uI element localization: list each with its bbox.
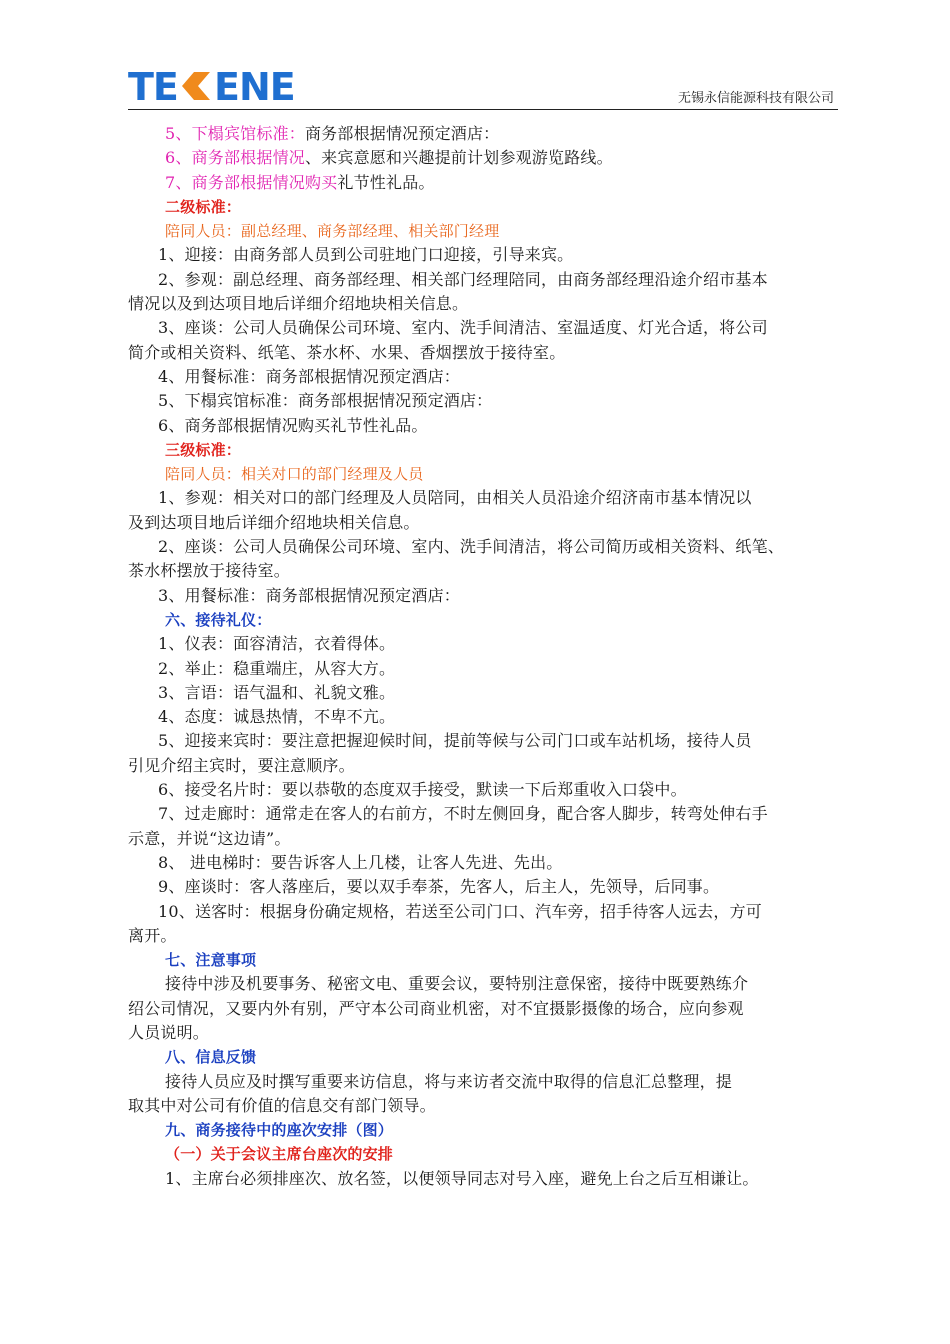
text-span: 接待中涉及机要事务、秘密文电、重要会议，要特别注意保密，接待中既要熟练介 — [165, 974, 749, 994]
text-span: 4、用餐标准：商务部根据情况预定酒店： — [158, 366, 460, 386]
svg-text:ENE: ENE — [214, 66, 295, 106]
text-line — [128, 948, 838, 972]
text-line — [128, 972, 838, 996]
text-line — [128, 268, 838, 292]
text-line — [128, 146, 838, 170]
text-line — [128, 219, 838, 243]
text-span: 5、下榻宾馆标准： — [165, 124, 305, 143]
text-line — [128, 657, 838, 681]
text-span: 1、仪表：面容清洁，衣着得体。 — [158, 634, 396, 654]
section-heading: 六、接待礼仪： — [165, 610, 272, 629]
text-line — [128, 389, 838, 413]
text-line — [128, 486, 838, 510]
text-line — [128, 414, 838, 438]
page-header — [128, 62, 838, 110]
text-span: 2、举止：稳重端庄，从容大方。 — [158, 658, 396, 678]
text-span: 陪同人员：副总经理、商务部经理、相关部门经理 — [165, 222, 500, 241]
text-span: 6、商务部根据情况购买礼节性礼品。 — [158, 415, 428, 435]
text-span: 7、过走廊时：通常走在客人的右前方，不时左侧回身，配合客人脚步，转弯处伸右手 — [158, 804, 768, 824]
section-heading: 八、信息反馈 — [165, 1048, 257, 1067]
text-line — [128, 1094, 838, 1118]
company-name: 无锡永信能源科技有限公司 — [677, 91, 834, 106]
text-span: 6、商务部根据情况 — [165, 148, 305, 168]
text-span: 绍公司情况，又要内外有别，严守本公司商业机密，对不宜摄影摄像的场合，应向参观 — [128, 998, 744, 1018]
text-line — [128, 608, 838, 632]
text-span: 9、座谈时：客人落座后，要以双手奉茶，先客人，后主人，先领导，后同事。 — [158, 877, 720, 897]
text-line — [128, 535, 838, 559]
text-line — [128, 438, 838, 462]
text-line — [128, 827, 838, 851]
text-line — [128, 511, 838, 535]
text-line — [128, 681, 838, 705]
text-line — [128, 778, 838, 802]
text-line — [128, 851, 838, 875]
text-span: 取其中对公司有价值的信息交有部门领导。 — [128, 1095, 436, 1115]
header-rule — [128, 109, 838, 110]
text-line — [128, 1045, 838, 1069]
text-line — [128, 195, 838, 219]
text-span: 5、迎接来宾时：要注意把握迎候时间，提前等候与公司门口或车站机场，接待人员 — [158, 731, 752, 751]
text-span: 10、送客时：根据身份确定规格，若送至公司门口、汽车旁，招手待客人远去，方可 — [158, 901, 762, 921]
text-line — [128, 341, 838, 365]
text-span: 2、座谈：公司人员确保公司环境、室内、洗手间清洁，将公司简历或相关资料、纸笔、 — [158, 537, 784, 557]
text-span: 1、迎接：由商务部人员到公司驻地门口迎接，引导来宾。 — [158, 245, 574, 265]
text-line — [128, 292, 838, 316]
text-line — [128, 171, 838, 195]
section-heading: 二级标准： — [165, 197, 242, 216]
text-line — [128, 316, 838, 340]
text-line — [128, 875, 838, 899]
section-heading: 三级标准： — [165, 440, 242, 459]
text-span: 人员说明。 — [128, 1022, 210, 1042]
text-line — [128, 802, 838, 826]
text-line — [128, 924, 838, 948]
text-line — [128, 1070, 838, 1094]
text-line — [128, 632, 838, 656]
document-body — [128, 122, 838, 1191]
svg-text:TE: TE — [128, 66, 178, 106]
text-line — [128, 754, 838, 778]
text-line — [128, 462, 838, 486]
text-span: 7、商务部根据情况购买 — [165, 172, 338, 192]
section-heading: 九、商务接待中的座次安排（图） — [165, 1121, 394, 1140]
text-span: 情况以及到达项目地后详细介绍地块相关信息。 — [128, 294, 469, 314]
text-span: 及到达项目地后详细介绍地块相关信息。 — [128, 512, 420, 532]
text-line — [128, 705, 838, 729]
text-line — [128, 243, 838, 267]
text-line — [128, 584, 838, 608]
text-span: 4、态度：诚恳热情，不卑不亢。 — [158, 707, 396, 727]
section-heading: 七、注意事项 — [165, 951, 257, 970]
text-span: 8、 进电梯时：要告诉客人上几楼，让客人先进、先出。 — [158, 852, 563, 872]
text-line — [128, 559, 838, 583]
text-line — [128, 1021, 838, 1045]
text-line — [128, 1167, 838, 1191]
text-span: 3、用餐标准：商务部根据情况预定酒店： — [158, 585, 460, 605]
company-logo — [128, 66, 313, 106]
text-span: 接待人员应及时撰写重要来访信息，将与来访者交流中取得的信息汇总整理，提 — [165, 1071, 733, 1091]
text-span: 简介或相关资料、纸笔、茶水杯、水果、香烟摆放于接待室。 — [128, 342, 566, 362]
text-line — [128, 1118, 838, 1142]
text-line — [128, 900, 838, 924]
text-span: 3、座谈：公司人员确保公司环境、室内、洗手间清洁、室温适度、灯光合适，将公司 — [158, 318, 768, 338]
text-span: 2、参观：副总经理、商务部经理、相关部门经理陪同，由商务部经理沿途介绍市基本 — [158, 269, 768, 289]
text-line — [128, 1142, 838, 1166]
text-line — [128, 365, 838, 389]
text-line — [128, 997, 838, 1021]
text-span: 离开。 — [128, 925, 177, 945]
text-span: 引见介绍主宾时，要注意顺序。 — [128, 755, 355, 775]
text-span: 5、下榻宾馆标准：商务部根据情况预定酒店： — [158, 391, 493, 411]
text-span: 1、主席台必须排座次、放名签，以便领导同志对号入座，避免上台之后互相谦让。 — [165, 1168, 759, 1188]
text-line — [128, 729, 838, 753]
text-span: 6、接受名片时：要以恭敬的态度双手接受，默读一下后郑重收入口袋中。 — [158, 780, 687, 800]
text-span: 、来宾意愿和兴趣提前计划参观游览路线。 — [304, 148, 613, 168]
text-span: 茶水杯摆放于接待室。 — [128, 561, 291, 581]
text-line — [128, 122, 838, 146]
text-span: 示意，并说“这边请”。 — [128, 828, 291, 848]
text-span: 3、言语：语气温和、礼貌文雅。 — [158, 682, 396, 702]
text-span: 陪同人员：相关对口的部门经理及人员 — [165, 465, 424, 484]
text-span: 1、参观：相关对口的部门经理及人员陪同，由相关人员沿途介绍济南市基本情况以 — [158, 488, 752, 508]
section-heading: （一）关于会议主席台座次的安排 — [165, 1145, 394, 1164]
text-span: 商务部根据情况预定酒店： — [304, 124, 500, 143]
text-span: 礼节性礼品。 — [337, 172, 435, 192]
